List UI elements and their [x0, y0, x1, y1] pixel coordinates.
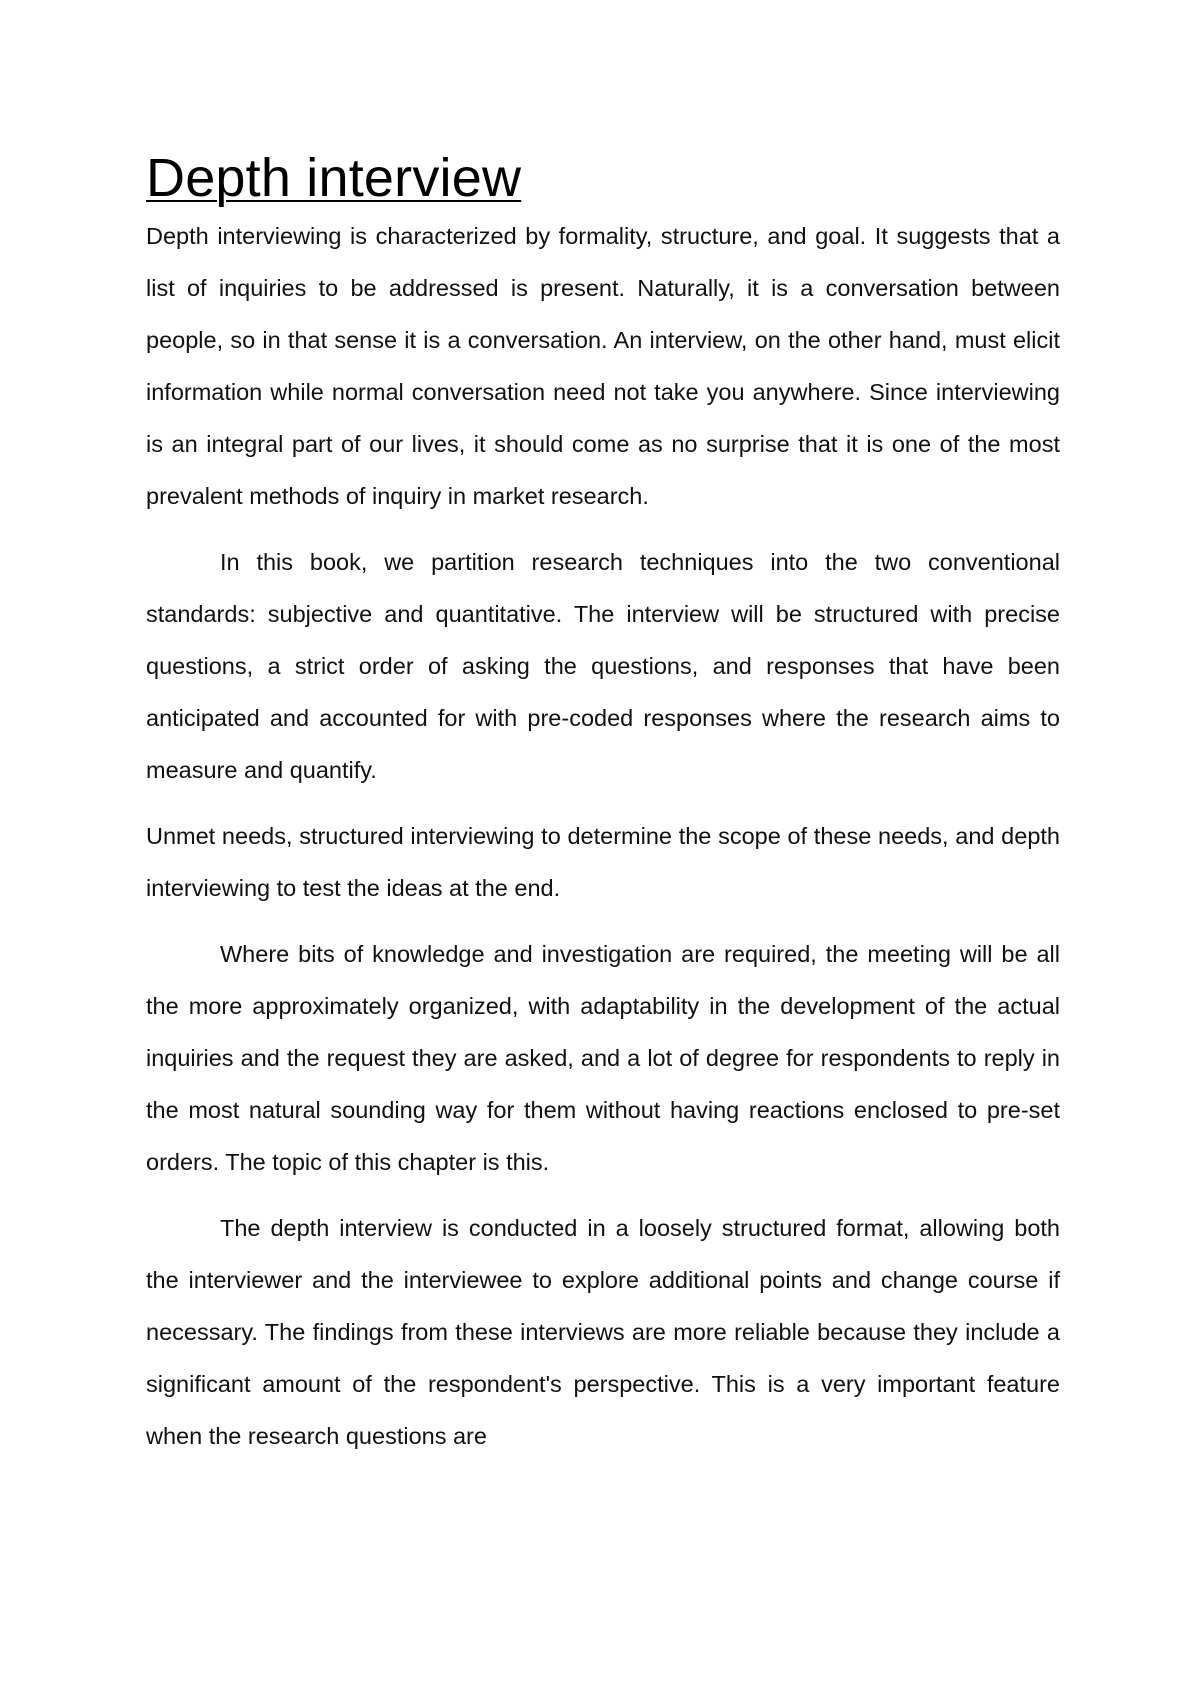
document-title: Depth interview	[146, 148, 522, 208]
paragraph-1: Depth interviewing is characterized by formality, structure, and goal. It suggests that a list of inquiries to be addressed is present. Naturally, it is a conversation between people, so in that sense it is a conversation. An interview, on the other hand, must elicit information while normal conversation need not take you anywhere. Since interviewing is an integral part of our lives, it should come as no surprise that it is one of the most prevalent methods of inquiry in market research.	[146, 223, 1060, 509]
paragraph-3: Unmet needs, structured interviewing to determine the scope of these needs, and depth interviewing to test the ideas at the end.	[146, 823, 1060, 901]
paragraph-4: Where bits of knowledge and investigation are required, the meeting will be all the more approximately organized, with adaptability in the development of the actual inquiries and the request they are asked, and a lot of degree for respondents to reply in the most natural sounding way for them without having reactions enclosed to pre-set orders. The topic of this chapter is this.	[146, 941, 1060, 1175]
paragraph-5: The depth interview is conducted in a loosely structured format, allowing both the interviewer and the interviewee to explore additional points and change course if necessary. The findings from these interviews are more reliable because they include a significant amount of the respondent's perspective. This is a very important feature when the research questions are	[146, 1215, 1060, 1449]
paragraph-2: In this book, we partition research techniques into the two conventional standards: subjective and quantitative. The interview will be structured with precise questions, a strict order of asking the questions, and responses that have been anticipated and accounted for with pre-coded responses where the research aims to measure and quantify.	[146, 549, 1060, 783]
document-body	[146, 146, 1060, 1462]
